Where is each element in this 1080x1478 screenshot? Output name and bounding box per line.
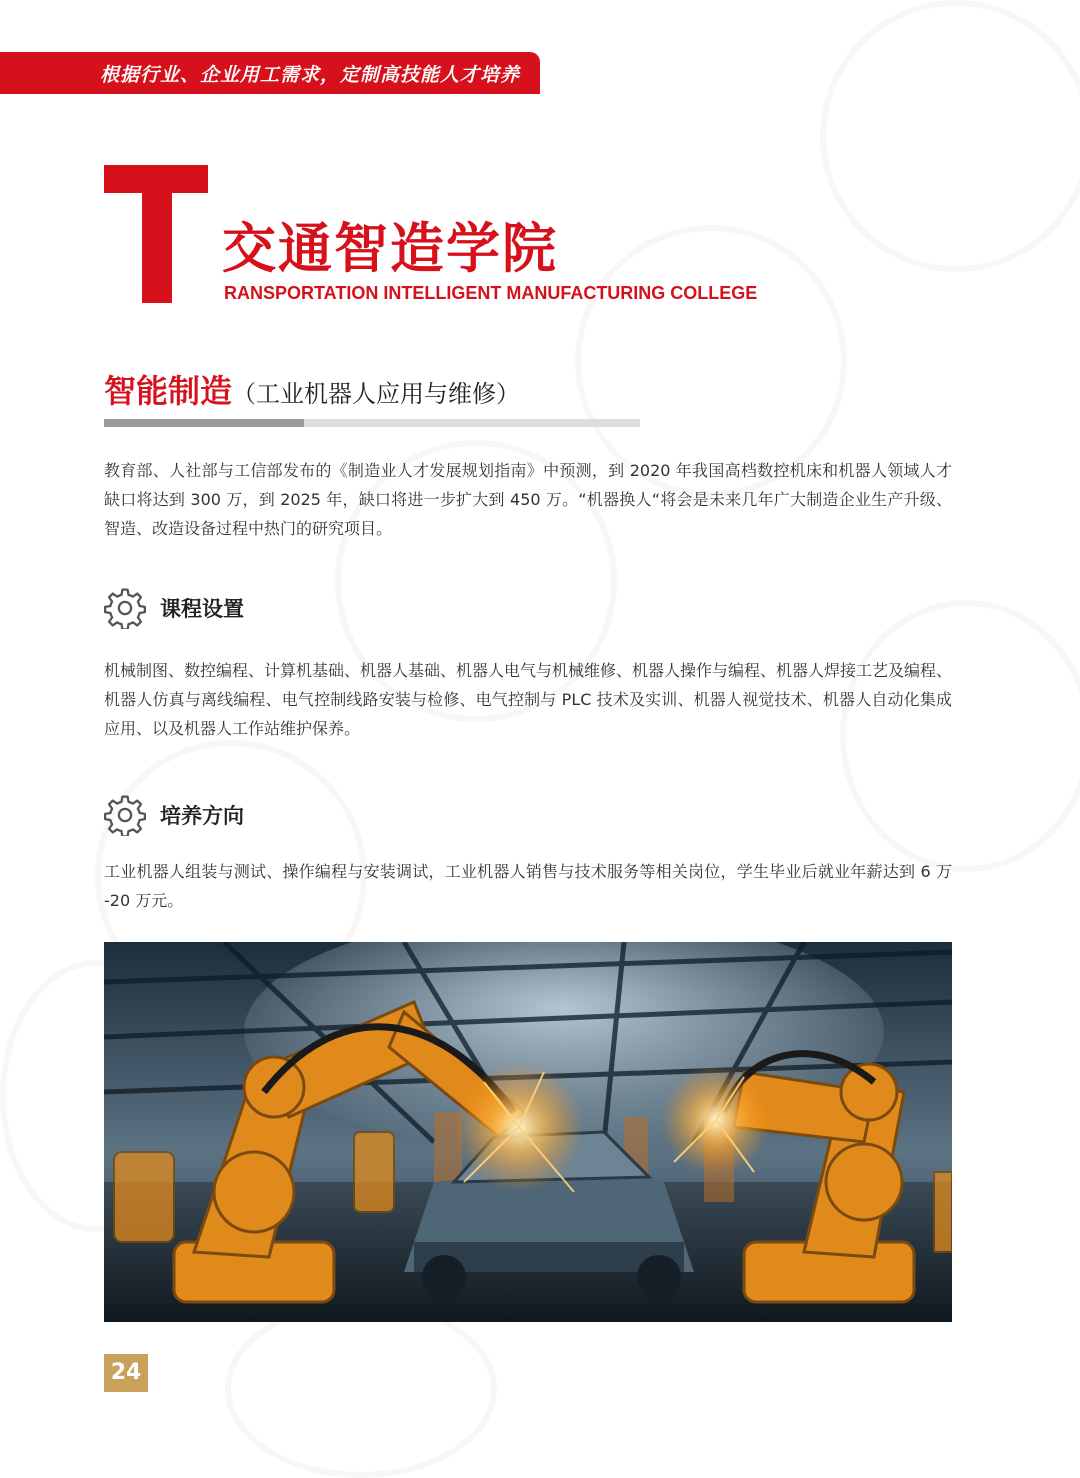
section-heading-courses xyxy=(104,587,244,629)
section-title: 课程设置 xyxy=(160,597,244,621)
page-number: 24 xyxy=(104,1354,148,1392)
major-title xyxy=(104,366,520,412)
banner-text: 根据行业、企业用工需求，定制高技能人才培养 xyxy=(100,64,521,86)
gear-icon xyxy=(104,587,146,629)
section-heading-career xyxy=(104,794,244,836)
watermark-seal xyxy=(225,1300,497,1478)
watermark-seal xyxy=(820,0,1080,272)
major-title-main: 智能制造 xyxy=(104,372,233,410)
title-underline-accent xyxy=(104,419,304,427)
college-name-en: RANSPORTATION INTELLIGENT MANUFACTURING COLLEGE xyxy=(224,283,758,303)
courses-paragraph: 机械制图、数控编程、计算机基础、机器人基础、机器人电气与机械维修、机器人操作与编程、机器人焊接工艺及编程、机器人仿真与离线编程、电气控制线路安装与检修、电气控制与 PLC 技术及实训、机器人视觉技术、机器人自动化集成应用、以及机器人工作站维护保养。 xyxy=(104,661,953,738)
letter-t-stem xyxy=(142,165,172,303)
intro-paragraph: 教育部、人社部与工信部发布的《制造业人才发展规划指南》中预测，到 2020 年我国高档数控机床和机器人领域人才缺口将达到 300 万，到 2025 年，缺口将进一步扩大到 450 万。“机器换人“将会是未来几年广大制造企业生产升级、智造、改造设备过程中热门的研究项目。 xyxy=(104,461,952,538)
gear-icon xyxy=(104,794,146,836)
major-title-sub: （工业机器人应用与维修） xyxy=(232,380,521,408)
title-underline xyxy=(104,419,640,427)
top-banner xyxy=(0,52,540,94)
section-title: 培养方向 xyxy=(160,804,244,828)
college-name-cn: 交通智造学院 xyxy=(222,217,558,280)
factory-robot-photo xyxy=(104,942,952,1322)
big-letter-t xyxy=(104,165,208,303)
career-paragraph: 工业机器人组装与测试、操作编程与安装调试，工业机器人销售与技术服务等相关岗位，学生毕业后就业年薪达到 6 万 -20 万元。 xyxy=(104,862,952,910)
